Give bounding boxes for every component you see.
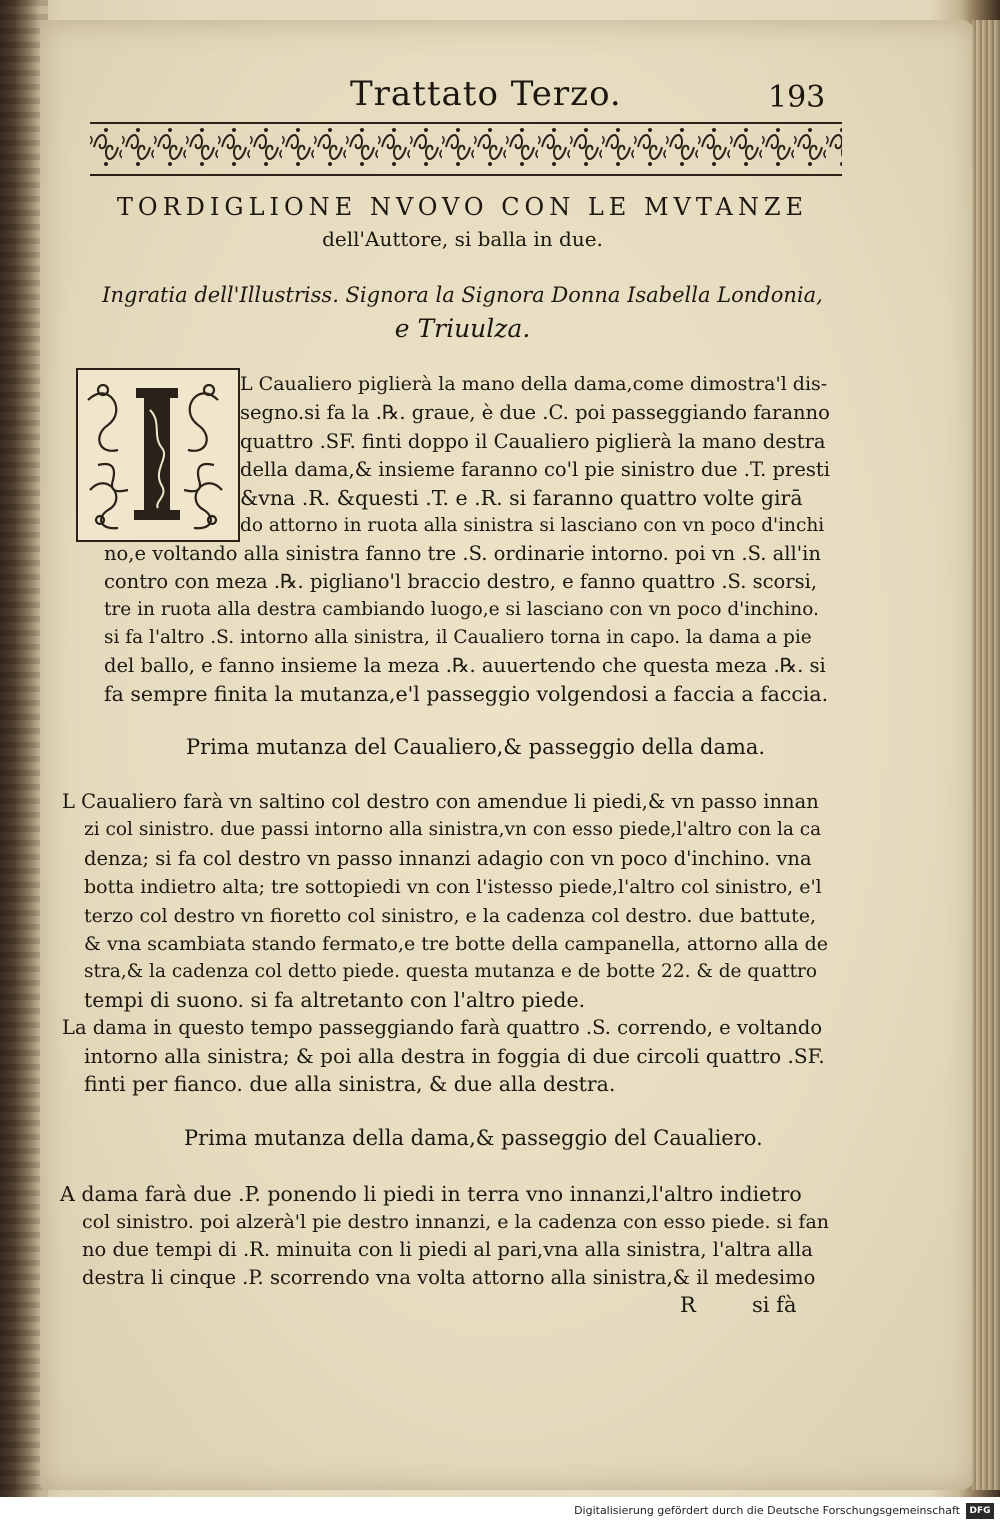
text-line: fa sempre finita la mutanza,e'l passeggio volgendosi a faccia a faccia. [104,682,829,706]
text-line: quattro .SF. finti doppo il Caualiero piglierà la mano destra [240,430,826,453]
text-line: stra,& la cadenza col detto piede. questa mutanza e de botte 22. & de quattro [84,961,818,982]
text-line: destra li cinque .P. scorrendo vna volta attorno alla sinistra,& il medesimo [82,1266,816,1289]
running-head: Trattato Terzo. [350,74,622,114]
text-line: si fa l'altro .S. intorno alla sinistra, il Caualiero torna in capo. la dama a pie [104,627,812,648]
text-line: La dama in questo tempo passeggiando farà quattro .S. correndo, e voltando [62,1016,823,1039]
dfg-logo: DFG [966,1503,994,1519]
text-line: tre in ruota alla destra cambiando luogo,e si lasciano con vn poco d'inchino. [104,599,819,620]
text-line: zi col sinistro. due passi intorno alla sinistra,vn con esso piede,l'altro con la ca [84,819,822,840]
dedication-line: e Triuulza. [394,314,531,343]
section-heading: Prima mutanza della dama,& passeggio del Caualiero. [184,1126,763,1150]
text-line: no,e voltando alla sinistra fanno tre .S. ordinarie intorno. poi vn .S. all'in [104,542,821,565]
bleed-through-mark [330,36,364,76]
text-line: no due tempi di .R. minuita con li piedi al pari,vna alla sinistra, l'altra alla [82,1238,813,1261]
decorated-initial-I [76,368,240,542]
text-line: intorno alla sinistra; & poi alla destra in foggia di due circoli quattro .SF. [84,1044,825,1068]
text-line: segno.si fa la .℞. graue, è due .C. poi passeggiando faranno [240,401,830,424]
dedication-line: Ingratia dell'Illustriss. Signora la Signora Donna Isabella Londonia, [102,283,823,307]
text-line: finti per fianco. due alla sinistra, & due alla destra. [84,1072,616,1096]
text-line: col sinistro. poi alzerà'l pie destro innanzi, e la cadenza con esso piede. si fan [82,1211,830,1233]
text-line: contro con meza .℞. pigliano'l braccio destro, e fanno quattro .S. scorsi, [104,570,818,593]
text-line: tempi di suono. si fa altretanto con l'altro piede. [84,988,586,1012]
page-edges [972,20,1000,1490]
ornamental-border [90,122,842,176]
catchword: R [680,1293,696,1317]
digitization-footer [0,1497,1000,1525]
page-header [0,72,1000,122]
section-heading: Prima mutanza del Caualiero,& passeggio della dama. [186,735,766,759]
dedication [100,278,825,346]
dance-title: TORDIGLIONE NVOVO CON LE MVTANZE [116,193,809,221]
dance-subtitle: dell'Auttore, si balla in due. [322,227,603,251]
text-line: del ballo, e fanno insieme la meza .℞. auuertendo che questa meza .℞. si [104,654,826,677]
funding-notice: Digitalisierung gefördert durch die Deutsche Forschungsgemeinschaft [574,1504,960,1517]
text-line: A dama farà due .P. ponendo li piedi in terra vno innanzi,l'altro indietro [60,1182,802,1206]
text-line: L Caualiero piglierà la mano della dama,come dimostra'l dis- [240,373,828,395]
text-line: & vna scambiata stando fermato,e tre botte della campanella, attorno alla de [84,933,828,955]
text-line: denza; si fa col destro vn passo innanzi adagio con vn poco d'inchino. vna [84,847,812,870]
text-line: terzo col destro vn fioretto col sinistro, e la cadenza col destro. due battute, [84,905,817,927]
text-line: do attorno in ruota alla sinistra si lasciano con vn poco d'inchi [240,515,825,536]
catchword: si fà [752,1293,797,1317]
text-line: della dama,& insieme faranno co'l pie sinistro due .T. presti [240,458,830,481]
text-line: botta indietro alta; tre sottopiedi vn con l'istesso piede,l'altro col sinistro, e'l [84,876,822,898]
page-number: 193 [768,80,826,115]
text-line: L Caualiero farà vn saltino col destro con amendue li piedi,& vn passo innan [62,790,819,813]
text-line: &vna .R. &questi .T. e .R. si faranno quattro volte girā [240,486,803,510]
